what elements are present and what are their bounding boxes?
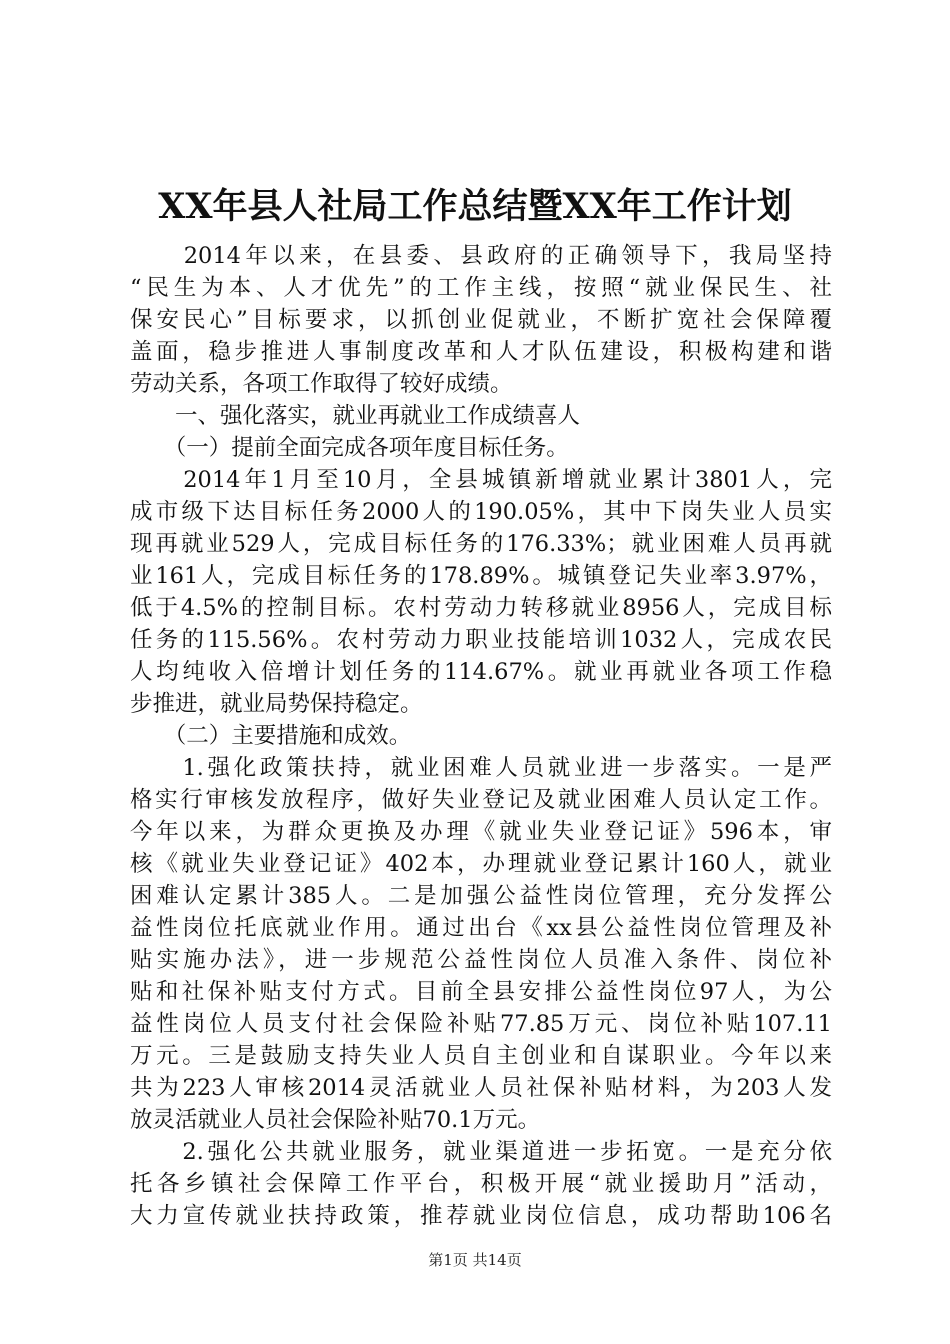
body-text-line: 现再就业529人，完成目标任务的176.33%；就业困难人员再就 (130, 531, 832, 557)
body-text-line: 贴实施办法》，进一步规范公益性岗位人员准入条件、岗位补 (130, 947, 832, 973)
body-text-line: 贴和社保补贴支付方式。目前全县安排公益性岗位97人，为公 (130, 979, 832, 1005)
body-text-line: 低于4.5%的控制目标。农村劳动力转移就业8956人，完成目标 (130, 595, 832, 621)
body-text-line: 托各乡镇社会保障工作平台，积极开展“就业援助月”活动， (130, 1171, 832, 1197)
body-text-line: 今年以来，为群众更换及办理《就业失业登记证》596本，审 (130, 819, 832, 845)
body-text-line: 核《就业失业登记证》402本，办理就业登记累计160人，就业 (130, 851, 832, 877)
body-text-line: 劳动关系，各项工作取得了较好成绩。 (130, 371, 513, 397)
body-text-line: 2014年1月至10月，全县城镇新增就业累计3801人，完 (130, 467, 832, 493)
body-text-line: 成市级下达目标任务2000人的190.05%，其中下岗失业人员实 (130, 499, 832, 525)
body-text-line: 业161人，完成目标任务的178.89%。城镇登记失业率3.97%， (130, 563, 832, 589)
body-text-line: 困难认定累计385人。二是加强公益性岗位管理，充分发挥公 (130, 883, 832, 909)
body-text-line: 盖面，稳步推进人事制度改革和人才队伍建设，积极构建和谐 (130, 339, 832, 365)
body-text-line: 任务的115.56%。农村劳动力职业技能培训1032人，完成农民 (130, 627, 832, 653)
body-text-line: 保安民心”目标要求，以抓创业促就业，不断扩宽社会保障覆 (130, 307, 832, 333)
body-text-line: 1.强化政策扶持，就业困难人员就业进一步落实。一是严 (130, 755, 832, 781)
body-text-line: 步推进，就业局势保持稳定。 (130, 691, 423, 717)
body-text-line: 益性岗位人员支付社会保险补贴77.85万元、岗位补贴107.11 (130, 1011, 832, 1037)
document-body (130, 240, 832, 1232)
body-text-line: 2014年以来，在县委、县政府的正确领导下，我局坚持 (130, 243, 832, 269)
page-footer: 第1页 共14页 (428, 1251, 522, 1269)
body-text-line: 人均纯收入倍增计划任务的114.67%。就业再就业各项工作稳 (130, 659, 832, 685)
document-title: XX年县人社局工作总结暨XX年工作计划 (158, 186, 792, 227)
body-text-line: 万元。三是鼓励支持失业人员自主创业和自谋职业。今年以来 (130, 1043, 832, 1069)
body-text-line: （二）主要措施和成效。 (130, 723, 412, 749)
body-text-line: 益性岗位托底就业作用。通过出台《xx县公益性岗位管理及补 (130, 915, 832, 941)
body-text-line: 2.强化公共就业服务，就业渠道进一步拓宽。一是充分依 (130, 1139, 832, 1165)
body-text-line: 大力宣传就业扶持政策，推荐就业岗位信息，成功帮助106名 (130, 1203, 832, 1229)
body-text-line: “民生为本、人才优先”的工作主线，按照“就业保民生、社 (130, 275, 832, 301)
body-text-line: 一、强化落实，就业再就业工作成绩喜人 (130, 403, 581, 429)
body-text-line: 格实行审核发放程序，做好失业登记及就业困难人员认定工作。 (130, 787, 832, 813)
body-text-line: 放灵活就业人员社会保险补贴70.1万元。 (130, 1107, 541, 1133)
body-text-line: 共为223人审核2014灵活就业人员社保补贴材料，为203人发 (130, 1075, 832, 1101)
body-text-line: （一）提前全面完成各项年度目标任务。 (130, 435, 569, 461)
